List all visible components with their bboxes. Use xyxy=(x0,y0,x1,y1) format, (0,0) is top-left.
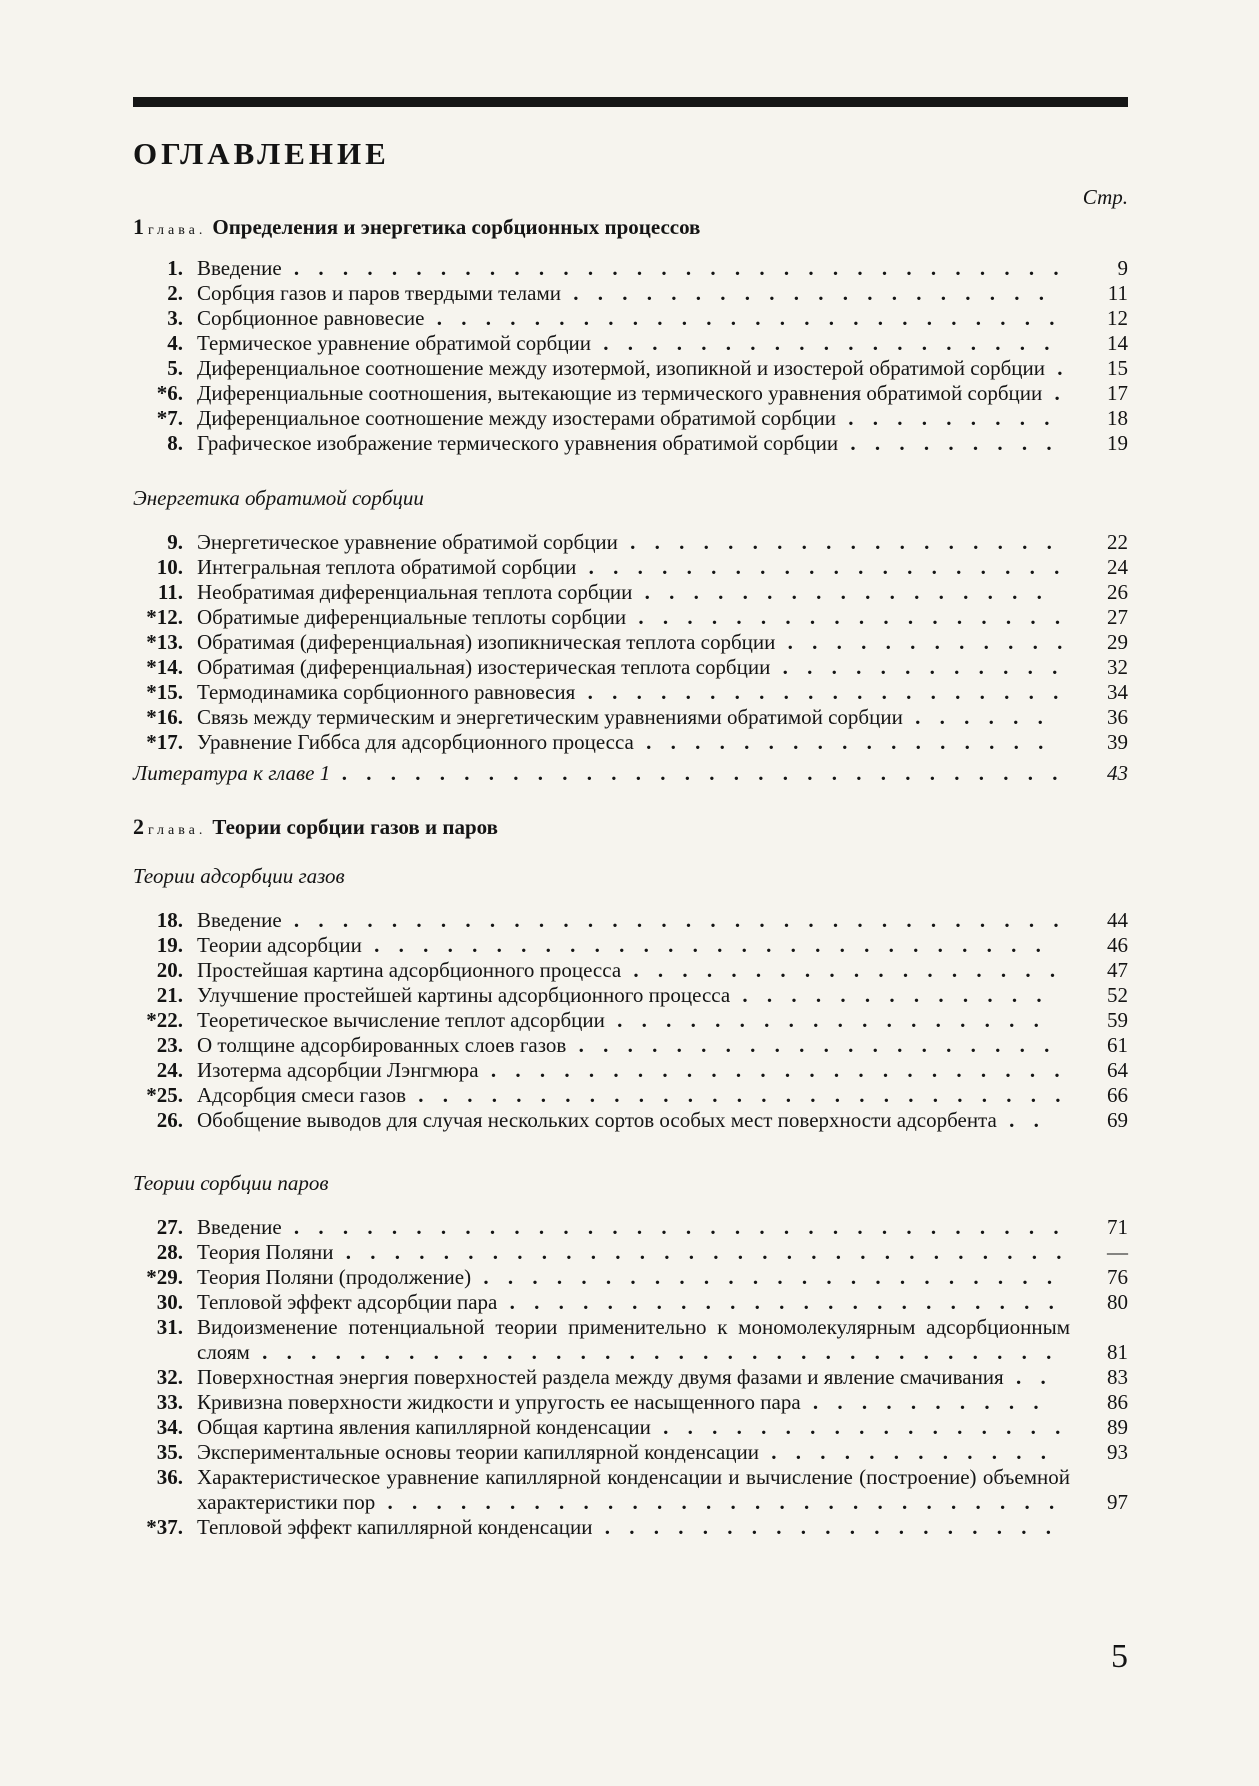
leader-dots: . . . . . . . . . . . . . . . . . . . . . . . . . . . . xyxy=(375,1490,1062,1514)
entry-number: 18. xyxy=(156,908,183,932)
entry-number: *13. xyxy=(146,630,183,654)
leader-dots: . . . . . . . . . . . . . . . . . . . . xyxy=(576,555,1067,579)
entry-title-text: Уравнение Гиббса для адсорбционного процесса xyxy=(197,730,634,754)
entry-page: 89 xyxy=(1107,1415,1128,1439)
top-rule xyxy=(133,97,1128,107)
page xyxy=(133,0,1128,1786)
entry-title xyxy=(197,256,1070,281)
entry-page: 46 xyxy=(1107,933,1128,957)
entry-title-text: Теории адсорбции xyxy=(197,933,362,957)
toc-entry[interactable] xyxy=(133,958,1128,983)
entry-title xyxy=(197,605,1070,630)
entry-title xyxy=(197,381,1070,406)
leader-dots: . . . . . . . . . . . . . . . . . . . . . . . . xyxy=(478,1058,1067,1082)
entry-title xyxy=(197,655,1070,680)
entry-number: *15. xyxy=(146,680,183,704)
entry-list xyxy=(133,908,1128,1133)
leader-dots: . . . . . . . . . . . . . . . . . . . . . . . . . . . . . . xyxy=(330,761,1066,785)
leader-dots: . . . . . . . . . . . . xyxy=(775,630,1070,654)
entry-page: 69 xyxy=(1107,1108,1128,1132)
chapter-number: 2 xyxy=(133,814,144,839)
entry-title xyxy=(197,281,1070,306)
leader-dots: . . . . . . . . . . . . . . . . . . . . . . . xyxy=(497,1290,1061,1314)
toc-entry[interactable] xyxy=(133,281,1128,306)
section-heading: Теории сорбции паров xyxy=(133,1171,329,1195)
entry-number: *29. xyxy=(146,1265,183,1289)
toc-entry[interactable] xyxy=(133,908,1128,933)
toc-entry[interactable] xyxy=(133,705,1128,730)
chapter-number: 1 xyxy=(133,214,144,239)
entry-title xyxy=(197,306,1070,331)
entry-number: 4. xyxy=(167,331,183,355)
entry-title-text: Обратимые диференциальные теплоты сорбции xyxy=(197,605,627,629)
entry-title xyxy=(197,406,1070,431)
leader-dots: . . . . . . . . . . xyxy=(800,1390,1046,1414)
leader-dots: . . . . . . . . . . . . . . . . . . . . . . . . . . . . . . . . xyxy=(281,256,1066,280)
entry-page: 15 xyxy=(1107,356,1128,380)
entry-list xyxy=(133,256,1128,456)
entry-title xyxy=(197,356,1070,381)
entry-title-text: Тепловой эффект адсорбции пара xyxy=(197,1290,498,1314)
entry-page: 93 xyxy=(1107,1440,1128,1464)
entry-title xyxy=(197,958,1070,983)
entry-title xyxy=(197,1215,1070,1240)
entry-page: 12 xyxy=(1107,306,1128,330)
chapter-word: глава. xyxy=(148,223,207,238)
entry-number: 31. xyxy=(156,1315,183,1339)
entry-number: 20. xyxy=(156,958,183,982)
entry-page: 66 xyxy=(1107,1083,1128,1107)
toc-entry[interactable] xyxy=(133,331,1128,356)
section-heading: Энергетика обратимой сорбции xyxy=(133,486,424,510)
leader-dots: . . . . . . . . . . . . . . . . . . . . xyxy=(575,680,1066,704)
entry-title xyxy=(197,530,1070,555)
toc-entry[interactable] xyxy=(133,1240,1128,1265)
leader-dots: . . . . . . . . . . . . . . . . . . . . . . . . . . . . . . . . . xyxy=(249,1340,1059,1364)
entry-number: 9. xyxy=(167,530,183,554)
leader-dots: . . . . . . . . . . . . . . . . . . . . xyxy=(560,281,1051,305)
entry-number: 21. xyxy=(156,983,183,1007)
entry-title xyxy=(197,1315,1070,1365)
entry-title-text: Адсорбция смеси газов xyxy=(197,1083,407,1107)
literature-entry[interactable] xyxy=(133,761,1128,786)
chapter-heading xyxy=(133,210,1128,244)
entry-page: 22 xyxy=(1107,530,1128,554)
entry-page: 19 xyxy=(1107,431,1128,455)
entry-number: 24. xyxy=(156,1058,183,1082)
entry-number: 11. xyxy=(157,580,183,604)
leader-dots: . . . . . . . . . . . . . . . . . . . . . . . . . . xyxy=(424,306,1062,330)
leader-dots: . xyxy=(1044,356,1070,380)
chapter-title: Теории сорбции газов и паров xyxy=(212,815,498,839)
entry-title xyxy=(197,1083,1070,1108)
leader-dots: . . . . . . . . . . . . . . . . . . . xyxy=(592,1515,1058,1539)
leader-dots: . . . . . . . . . . . . . . . . . xyxy=(650,1415,1068,1439)
toc-entry[interactable] xyxy=(133,1315,1128,1365)
entry-title xyxy=(197,983,1070,1008)
entry-page: 36 xyxy=(1107,705,1128,729)
entry-title-text: Сорбция газов и паров твердыми телами xyxy=(197,281,561,305)
entry-page: 59 xyxy=(1107,1008,1128,1032)
entry-page: 47 xyxy=(1107,958,1128,982)
entry-number: 35. xyxy=(156,1440,183,1464)
entry-title-text: Термическое уравнение обратимой сорбции xyxy=(197,331,591,355)
toc-entry[interactable] xyxy=(133,1515,1128,1540)
entry-title-text: Тепловой эффект капиллярной конденсации xyxy=(197,1515,593,1539)
entry-title-text: Интегральная теплота обратимой сорбции xyxy=(197,555,577,579)
entry-number: 5. xyxy=(167,356,183,380)
leader-dots: . . . . . . . . . . . . . . . . . . . . . . . . xyxy=(471,1265,1060,1289)
entry-number: 32. xyxy=(156,1365,183,1389)
toc-entry[interactable] xyxy=(133,306,1128,331)
toc-entry[interactable] xyxy=(133,555,1128,580)
entry-number: 30. xyxy=(156,1290,183,1314)
entry-title xyxy=(197,1415,1070,1440)
entry-title xyxy=(197,1290,1070,1315)
entry-title xyxy=(197,1390,1070,1415)
leader-dots: . . . . . . . . . . . . . . . . . . . . . . . . . . . . . . . . xyxy=(281,908,1066,932)
entry-page: 39 xyxy=(1107,730,1128,754)
entry-page: 44 xyxy=(1107,908,1128,932)
entry-number: *12. xyxy=(146,605,183,629)
entry-title-text: Теория Поляни xyxy=(197,1240,334,1264)
entry-title xyxy=(197,1008,1070,1033)
leader-dots: . . . . . . . . . . . . . xyxy=(730,983,1049,1007)
entry-title xyxy=(197,1515,1070,1540)
toc-entry[interactable] xyxy=(133,580,1128,605)
entry-title-text: Поверхностная энергия поверхностей раздела между двумя фазами и явление смачивания xyxy=(197,1365,1004,1389)
entry-title xyxy=(197,580,1070,605)
leader-dots: . . xyxy=(1003,1365,1053,1389)
entry-page: 32 xyxy=(1107,655,1128,679)
entry-number: 27. xyxy=(156,1215,183,1239)
entry-title-text: Необратимая диференциальная теплота сорбции xyxy=(197,580,633,604)
entry-number: 26. xyxy=(156,1108,183,1132)
toc-entry[interactable] xyxy=(133,730,1128,755)
entry-page: 76 xyxy=(1107,1265,1128,1289)
leader-dots: . . . . . . . . . . . . . . . . . . xyxy=(621,958,1063,982)
toc-entry[interactable] xyxy=(133,1058,1128,1083)
leader-dots: . . . . . . . . . . . . . . . . . . . . xyxy=(566,1033,1057,1057)
entry-title-text: Введение xyxy=(197,256,282,280)
entry-number: 8. xyxy=(167,431,183,455)
toc-entry[interactable] xyxy=(133,605,1128,630)
entry-page: 52 xyxy=(1107,983,1128,1007)
chapter-title: Определения и энергетика сорбционных процессов xyxy=(212,215,701,239)
chapter-heading xyxy=(133,810,1128,844)
entry-title-text: Диференциальное соотношение между изотермой, изопикной и изостерой обратимой сорбции xyxy=(197,356,1045,380)
entry-title xyxy=(197,705,1070,730)
entry-number: 23. xyxy=(156,1033,183,1057)
entry-page: 11 xyxy=(1107,281,1128,305)
toc-entry[interactable] xyxy=(133,1365,1128,1390)
entry-title-text: Обратимая (диференциальная) изостерическая теплота сорбции xyxy=(197,655,771,679)
leader-dots: . xyxy=(1042,381,1067,405)
entry-number: 28. xyxy=(156,1240,183,1264)
entry-title xyxy=(197,1440,1070,1465)
page-number: 5 xyxy=(1111,1638,1128,1675)
entry-number: *25. xyxy=(146,1083,183,1107)
entry-title xyxy=(197,1240,1070,1265)
leader-dots: . . . . . . . . . xyxy=(835,406,1057,430)
toc-entry[interactable] xyxy=(133,381,1128,406)
toc-entry[interactable] xyxy=(133,406,1128,431)
entry-page: 97 xyxy=(1107,1490,1128,1514)
toc-entry[interactable] xyxy=(133,1083,1128,1108)
entry-list xyxy=(133,1215,1128,1540)
leader-dots: . . . . . . . . . . . . . . . . . . . xyxy=(590,331,1057,355)
entry-number: *16. xyxy=(146,705,183,729)
entry-title-text: Общая картина явления капиллярной конденсации xyxy=(197,1415,651,1439)
entry-page: 24 xyxy=(1107,555,1128,579)
entry-title xyxy=(197,630,1070,655)
toc-entry[interactable] xyxy=(133,1390,1128,1415)
entry-title-text: Сорбционное равновесие xyxy=(197,306,425,330)
toc-entry[interactable] xyxy=(133,1415,1128,1440)
toc-entry[interactable] xyxy=(133,680,1128,705)
entry-title xyxy=(133,761,1070,786)
entry-title-text: Литература к главе 1 xyxy=(133,761,331,785)
entry-title-text: Кривизна поверхности жидкости и упругость ее насыщенного пара xyxy=(197,1390,801,1414)
entry-number: *7. xyxy=(156,406,183,430)
entry-page: 17 xyxy=(1107,381,1128,405)
leader-dots: . . . . . . . . . xyxy=(838,431,1059,455)
entry-title-text: Обобщение выводов для случая нескольких сортов особых мест поверхности адсорбента xyxy=(197,1108,997,1132)
entry-number: *17. xyxy=(146,730,183,754)
entry-number: 1. xyxy=(167,256,183,280)
entry-title-text: Обратимая (диференциальная) изопикническая теплота сорбции xyxy=(197,630,776,654)
entry-number: 2. xyxy=(167,281,183,305)
entry-page: 18 xyxy=(1107,406,1128,430)
entry-title xyxy=(197,1058,1070,1083)
entry-title-text: Введение xyxy=(197,1215,282,1239)
entry-number: *6. xyxy=(156,381,183,405)
entry-number: 3. xyxy=(167,306,183,330)
entry-page: 9 xyxy=(1117,256,1128,280)
entry-page: 29 xyxy=(1107,630,1128,654)
entry-title xyxy=(197,331,1070,356)
toc-entry[interactable] xyxy=(133,655,1128,680)
toc-entry[interactable] xyxy=(133,1440,1128,1465)
toc-entry[interactable] xyxy=(133,933,1128,958)
section-heading: Теории адсорбции газов xyxy=(133,864,345,888)
entry-title xyxy=(197,1465,1070,1515)
entry-number: 33. xyxy=(156,1390,183,1414)
leader-dots: . . . . . . . . . . . . . . . . . xyxy=(633,730,1051,754)
entry-page: 26 xyxy=(1107,580,1128,604)
leader-dots: . . xyxy=(996,1108,1046,1132)
entry-page: 80 xyxy=(1107,1290,1128,1314)
leader-dots: . . . . . . . . . . . . . . . . . . xyxy=(626,605,1068,629)
entry-page: 43 xyxy=(1107,761,1128,785)
entry-title-text: Диференциальное соотношение между изостерами обратимой сорбции xyxy=(197,406,836,430)
toc-entry[interactable] xyxy=(133,530,1128,555)
toc-entry[interactable] xyxy=(133,356,1128,381)
page-column-label: Стр. xyxy=(1082,185,1128,209)
entry-page: 71 xyxy=(1107,1215,1128,1239)
entry-title-text: Связь между термическим и энергетическим уравнениями обратимой сорбции xyxy=(197,705,903,729)
entry-title xyxy=(197,908,1070,933)
entry-number: *37. xyxy=(146,1515,183,1539)
leader-dots: . . . . . . . . . . . . . . . . . . xyxy=(604,1008,1046,1032)
entry-title xyxy=(197,555,1070,580)
entry-page: 27 xyxy=(1107,605,1128,629)
entry-title xyxy=(197,680,1070,705)
entry-title-text: О толщине адсорбированных слоев газов xyxy=(197,1033,567,1057)
entry-number: 10. xyxy=(156,555,183,579)
entry-title xyxy=(197,933,1070,958)
entry-title-text: Простейшая картина адсорбционного процесса xyxy=(197,958,622,982)
chapter-word: глава. xyxy=(148,823,207,838)
entry-title-text: Изотерма адсорбции Лэнгмюра xyxy=(197,1058,479,1082)
toc-entry[interactable] xyxy=(133,983,1128,1008)
entry-title-text: Диференциальные соотношения, вытекающие из термического уравнения обратимой сорбции xyxy=(197,381,1043,405)
leader-dots: . . . . . . xyxy=(902,705,1050,729)
entry-page: — xyxy=(1107,1240,1128,1264)
leader-dots: . . . . . . . . . . . . . . . . . . . . . . . . . . . xyxy=(406,1083,1068,1107)
entry-title-text: Графическое изображение термического уравнения обратимой сорбции xyxy=(197,431,839,455)
entry-page: 14 xyxy=(1107,331,1128,355)
entry-title-text: Теоретическое вычисление теплот адсорбции xyxy=(197,1008,605,1032)
leader-dots: . . . . . . . . . . . . . . . . . . . . . . . . . . . . . . . . xyxy=(281,1215,1066,1239)
toc-entry[interactable] xyxy=(133,1008,1128,1033)
leader-dots: . . . . . . . . . . . . . . . . . . . . . . . . . . . . . . xyxy=(333,1240,1069,1264)
leader-dots: . . . . . . . . . . . . xyxy=(759,1440,1053,1464)
entry-number: 36. xyxy=(156,1465,183,1489)
entry-title-text: Термодинамика сорбционного равновесия xyxy=(197,680,576,704)
entry-number: 19. xyxy=(156,933,183,957)
entry-number: *14. xyxy=(146,655,183,679)
leader-dots: . . . . . . . . . . . . xyxy=(770,655,1065,679)
toc-entry[interactable] xyxy=(133,1215,1128,1240)
entry-title xyxy=(197,1365,1070,1390)
entry-title-text: Характеристическое уравнение капиллярной конденсации и вычисление (построение) объемной характеристики пор xyxy=(197,1465,1070,1514)
entry-title-text: Экспериментальные основы теории капиллярной конденсации xyxy=(197,1440,759,1464)
toc-entry[interactable] xyxy=(133,630,1128,655)
entry-page: 61 xyxy=(1107,1033,1128,1057)
entry-title xyxy=(197,1108,1070,1133)
entry-list xyxy=(133,530,1128,755)
entry-title xyxy=(197,431,1070,456)
entry-page: 64 xyxy=(1107,1058,1128,1082)
entry-title xyxy=(197,1033,1070,1058)
page-title: ОГЛАВЛЕНИЕ xyxy=(133,136,390,171)
toc-entry[interactable] xyxy=(133,1265,1128,1290)
entry-title-text: Улучшение простейшей картины адсорбционного процесса xyxy=(197,983,731,1007)
toc-entry[interactable] xyxy=(133,431,1128,456)
entry-title xyxy=(197,1265,1070,1290)
entry-page: 34 xyxy=(1107,680,1128,704)
entry-title-text: Видоизменение потенциальной теории применительно к мономолекулярным адсорбционным слоям xyxy=(197,1315,1070,1364)
toc-entry[interactable] xyxy=(133,1108,1128,1133)
entry-page: 83 xyxy=(1107,1365,1128,1389)
leader-dots: . . . . . . . . . . . . . . . . . xyxy=(632,580,1049,604)
entry-title-text: Введение xyxy=(197,908,282,932)
toc-entry[interactable] xyxy=(133,1290,1128,1315)
entry-page: 81 xyxy=(1107,1340,1128,1364)
entry-number: 34. xyxy=(156,1415,183,1439)
entry-number: *22. xyxy=(146,1008,183,1032)
entry-page: 86 xyxy=(1107,1390,1128,1414)
toc-entry[interactable] xyxy=(133,1465,1128,1515)
leader-dots: . . . . . . . . . . . . . . . . . . xyxy=(617,530,1059,554)
entry-title-text: Теория Поляни (продолжение) xyxy=(197,1265,472,1289)
toc-entry[interactable] xyxy=(133,256,1128,281)
entry-title xyxy=(197,730,1070,755)
leader-dots: . . . . . . . . . . . . . . . . . . . . . . . . . . . . xyxy=(361,933,1048,957)
toc-entry[interactable] xyxy=(133,1033,1128,1058)
entry-title-text: Энергетическое уравнение обратимой сорбции xyxy=(197,530,618,554)
table-of-contents xyxy=(133,208,1128,1540)
